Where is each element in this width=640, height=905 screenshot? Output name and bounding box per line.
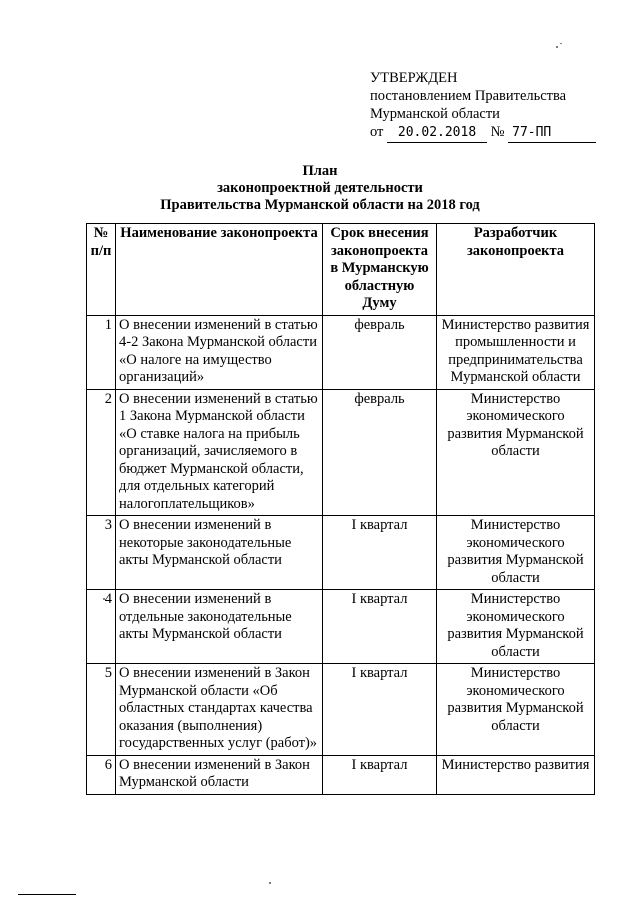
row-developer: Министерство экономического развития Мурманской области	[437, 590, 595, 664]
approval-date-number-line	[370, 123, 620, 143]
row-num: 4	[87, 590, 116, 664]
row-developer: Министерство развития	[437, 755, 595, 794]
title-line-3: Правительства Мурманской области на 2018 год	[160, 197, 480, 213]
row-term: I квартал	[323, 755, 437, 794]
approval-region: Мурманской области	[370, 106, 500, 122]
scan-speck	[269, 882, 271, 884]
bottom-rule	[18, 894, 76, 895]
row-term: I квартал	[323, 664, 437, 756]
approval-number-label: №	[490, 124, 505, 140]
title-line-2: законопроектной деятельности	[217, 180, 423, 196]
scan-speck	[556, 46, 558, 48]
row-developer: Министерство экономического развития Мурманской области	[437, 516, 595, 590]
approval-heading: УТВЕРЖДЕН	[370, 70, 458, 86]
row-name: О внесении изменений в Закон Мурманской области	[116, 755, 323, 794]
row-term: I квартал	[323, 516, 437, 590]
row-num: 2	[87, 389, 116, 516]
row-developer: Министерство экономического развития Мурманской области	[437, 389, 595, 516]
row-name: О внесении изменений в отдельные законодательные акты Мурманской области	[116, 590, 323, 664]
approval-date: 20.02.2018	[387, 124, 487, 143]
row-num: 5	[87, 664, 116, 756]
row-term: февраль	[323, 389, 437, 516]
table-row	[87, 664, 595, 756]
legislative-plan-table	[86, 223, 595, 795]
row-name: О внесении изменений в Закон Мурманской области «Об областных стандартах качества оказания (выполнения) государственных услуг (работ)»	[116, 664, 323, 756]
title-line-1: План	[302, 163, 338, 179]
table-header-row	[87, 224, 595, 316]
table-row	[87, 315, 595, 389]
row-name: О внесении изменений в статью 4-2 Закона Мурманской области «О налоге на имущество организаций»	[116, 315, 323, 389]
document-title	[0, 163, 640, 214]
scan-speck	[103, 598, 105, 600]
row-num: 3	[87, 516, 116, 590]
header-term: Срок внесения законопроекта в Мурманскую областную Думу	[323, 224, 437, 316]
row-num: 1	[87, 315, 116, 389]
header-num: № п/п	[87, 224, 116, 316]
table-row	[87, 755, 595, 794]
row-term: I квартал	[323, 590, 437, 664]
row-name: О внесении изменений в статью 1 Закона Мурманской области «О ставке налога на прибыль организаций, зачисляемого в бюджет Мурманской области, для отдельных категорий налогоплательщиков»	[116, 389, 323, 516]
approval-stamp	[370, 69, 620, 143]
row-num: 6	[87, 755, 116, 794]
header-name: Наименование законопроекта	[116, 224, 323, 316]
approval-from-label: от	[370, 124, 384, 140]
row-name: О внесении изменений в некоторые законодательные акты Мурманской области	[116, 516, 323, 590]
approval-resolution: постановлением Правительства	[370, 88, 567, 104]
header-developer: Разработчик законопроекта	[437, 224, 595, 316]
scan-speck	[560, 43, 562, 44]
table-row	[87, 389, 595, 516]
table-row	[87, 516, 595, 590]
row-term: февраль	[323, 315, 437, 389]
table-row	[87, 590, 595, 664]
approval-number: 77-ПП	[508, 124, 596, 143]
row-developer: Министерство развития промышленности и предпринимательства Мурманской области	[437, 315, 595, 389]
row-developer: Министерство экономического развития Мурманской области	[437, 664, 595, 756]
